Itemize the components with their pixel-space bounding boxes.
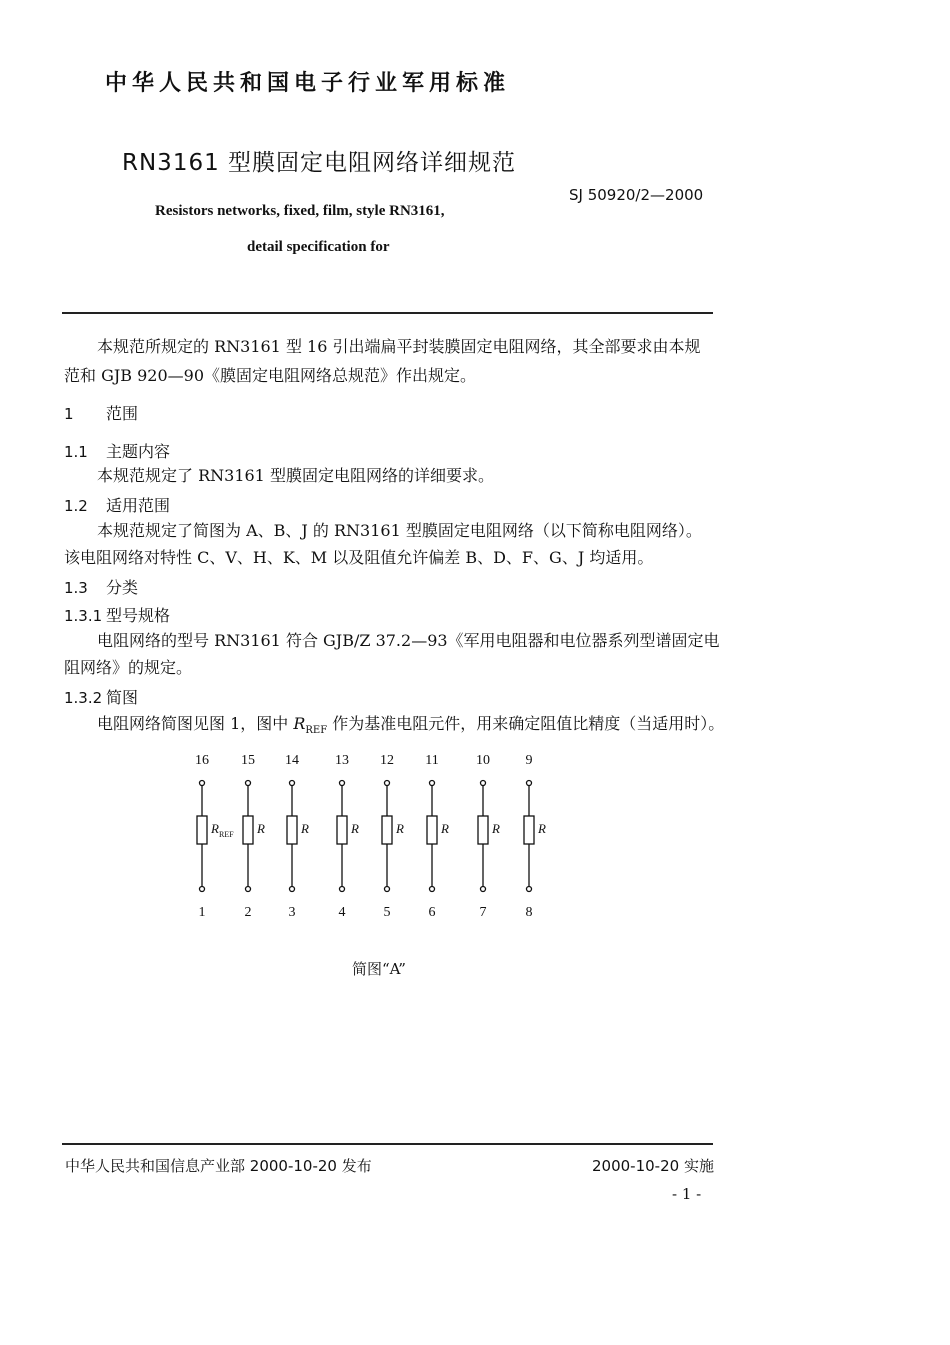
bottom-terminal (290, 887, 295, 892)
top-pin-label: 11 (425, 753, 439, 768)
section-number: 1.3.2 (64, 689, 103, 707)
bottom-terminal (527, 887, 532, 892)
section-1-1-heading (64, 439, 170, 462)
section-1-2-line-2: 该电阻网络对特性 C、V、H、K、M 以及阻值允许偏差 B、D、F、G、J 均适用。 (64, 548, 654, 567)
bottom-pin-label: 3 (288, 905, 296, 920)
footer-divider (62, 1143, 713, 1145)
page-number: - 1 - (672, 1185, 702, 1203)
top-pin-label: 14 (285, 753, 299, 768)
header-divider (62, 312, 713, 314)
resistor-label: R (492, 821, 500, 836)
issue-info: 中华人民共和国信息产业部 2000-10-20 发布 (65, 1157, 372, 1175)
resistor-body (287, 816, 297, 844)
text-after: 作为基准电阻元件，用来确定阻值比精度（当适用时）。 (327, 714, 725, 733)
top-pin-label: 13 (335, 753, 349, 768)
ref-resistor-label: $R_{REF}$ (211, 821, 234, 839)
section-title: 分类 (106, 578, 139, 597)
section-title: 范围 (106, 404, 139, 423)
resistor-body (478, 816, 488, 844)
section-1-2-heading (64, 493, 170, 516)
resistor-body (427, 816, 437, 844)
top-terminal (246, 781, 251, 786)
bottom-terminal (481, 887, 486, 892)
top-terminal (385, 781, 390, 786)
intro-line-2: 范和 GJB 920—90《膜固定电阻网络总规范》作出规定。 (64, 366, 477, 385)
bottom-terminal (340, 887, 345, 892)
section-number: 1.3.1 (64, 607, 103, 625)
section-1-3-1-line-2: 阻网络》的规定。 (64, 658, 193, 677)
bottom-pin-label: 8 (525, 905, 533, 920)
bottom-pin-label: 1 (198, 905, 206, 920)
diagram-caption: 简图“A” (352, 960, 406, 978)
section-1-heading (64, 401, 138, 424)
document-title: RN3161 型膜固定电阻网络详细规范 (122, 150, 517, 176)
top-terminal (200, 781, 205, 786)
section-number: 1 (64, 405, 74, 423)
standard-category-title: 中华人民共和国电子行业军用标准 (105, 71, 511, 96)
top-terminal (290, 781, 295, 786)
resistor-label: R (301, 821, 309, 836)
standard-number: SJ 50920/2—2000 (569, 186, 704, 204)
section-1-3-heading (64, 575, 138, 598)
section-number: 1.3 (64, 579, 88, 597)
ref-subscript: REF (305, 725, 328, 737)
bottom-terminal (200, 887, 205, 892)
section-1-3-2-text (97, 713, 724, 742)
top-pin-label: 9 (525, 753, 533, 768)
bottom-pin-label: 7 (479, 905, 487, 920)
bottom-pin-label: 6 (428, 905, 436, 920)
resistor-label: R (396, 821, 404, 836)
resistor-label: R (538, 821, 546, 836)
section-1-3-2-heading (64, 685, 138, 708)
implementation-date: 2000-10-20 实施 (592, 1157, 714, 1175)
text-before: 电阻网络简图见图 1，图中 (97, 714, 294, 733)
resistor-label: R (441, 821, 449, 836)
top-pin-label: 10 (476, 753, 490, 768)
bottom-pin-label: 5 (383, 905, 391, 920)
section-1-3-1-heading (64, 603, 170, 626)
bottom-pin-label: 4 (338, 905, 346, 920)
top-terminal (430, 781, 435, 786)
section-title: 适用范围 (106, 496, 171, 515)
english-title-line-2: detail specification for (247, 239, 390, 255)
section-1-3-1-line-1: 电阻网络的型号 RN3161 符合 GJB/Z 37.2—93《军用电阻器和电位器系列型谱固定电 (97, 631, 720, 650)
resistor-body (197, 816, 207, 844)
section-title: 型号规格 (106, 606, 171, 625)
bottom-pin-label: 2 (244, 905, 252, 920)
top-terminal (340, 781, 345, 786)
section-1-2-line-1: 本规范规定了简图为 A、B、J 的 RN3161 型膜固定电阻网络（以下简称电阻网络）。 (97, 521, 702, 540)
resistor-body (337, 816, 347, 844)
resistor-label: R (257, 821, 265, 836)
resistor-body (382, 816, 392, 844)
bottom-terminal (430, 887, 435, 892)
section-title: 简图 (106, 688, 139, 707)
top-terminal (481, 781, 486, 786)
ref-resistor-subscript: REF (218, 830, 234, 839)
top-pin-label: 12 (380, 753, 394, 768)
resistor-network-diagram (180, 745, 560, 930)
bottom-terminal (246, 887, 251, 892)
resistor-body (243, 816, 253, 844)
top-pin-label: 16 (195, 753, 209, 768)
section-number: 1.1 (64, 443, 88, 461)
top-pin-label: 15 (241, 753, 255, 768)
section-title: 主题内容 (106, 442, 171, 461)
top-terminal (527, 781, 532, 786)
ref-symbol: R (293, 714, 306, 733)
intro-line-1: 本规范所规定的 RN3161 型 16 引出端扁平封装膜固定电阻网络，其全部要求由本规 (97, 337, 701, 356)
bottom-terminal (385, 887, 390, 892)
section-number: 1.2 (64, 497, 88, 515)
english-title-line-1: Resistors networks, fixed, film, style RN3161, (155, 203, 445, 219)
resistor-label: R (351, 821, 359, 836)
resistor-body (524, 816, 534, 844)
section-1-1-text: 本规范规定了 RN3161 型膜固定电阻网络的详细要求。 (97, 466, 494, 485)
